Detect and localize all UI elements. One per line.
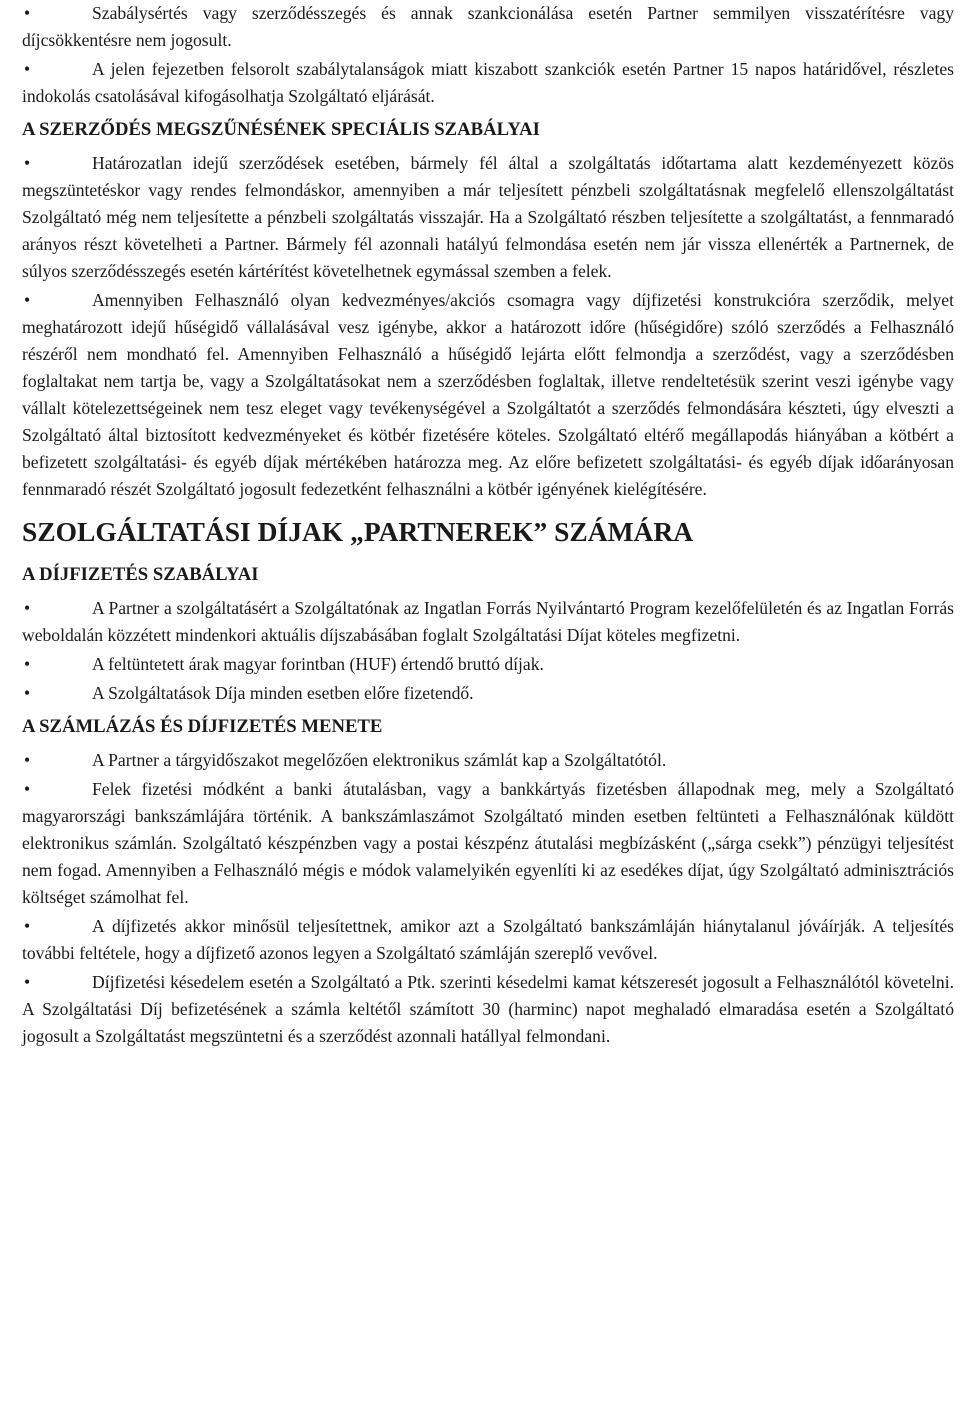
billing-bullet-2: • Felek fizetési módként a banki átutalásban, vagy a bankkártyás fizetésben állapodnak meg, mely a Szolgáltató magyarországi bankszámlájára történik. A bankszámlaszámot Szolgáltató minden esetben feltünteti a Felhasználónak küldött elektronikus számlán. Szolgáltató készpénzben vagy a postai készpénz átutalási megbízásként („sárga csekk”) pénzügyi teljesítést nem fogad. Amennyiben a Felhasználó mégis e módok valamelyikén egyenlíti ki az esedékes díjat, úgy Szolgáltató adminisztrációs költséget számolhat fel. xyxy=(22,776,954,911)
fee-rules-heading: A DÍJFIZETÉS SZABÁLYAI xyxy=(22,564,259,585)
termination-heading: A SZERZŐDÉS MEGSZŰNÉSÉNEK SPECIÁLIS SZABÁLYAI xyxy=(22,119,540,140)
fee-rules-bullet-3: • A Szolgáltatások Díja minden esetben előre fizetendő. xyxy=(22,680,954,707)
billing-bullet-3: • A díjfizetés akkor minősül teljesítettnek, amikor azt a Szolgáltató bankszámláján hiánytalanul jóváírják. A teljesítés további feltétele, hogy a díjfizető azonos legyen a Szolgáltató számláján szereplő vevővel. xyxy=(22,913,954,967)
billing-bullet-1: • A Partner a tárgyidőszakot megelőzően elektronikus számlát kap a Szolgáltatótól. xyxy=(22,747,954,774)
termination-bullet-2: • Amennyiben Felhasználó olyan kedvezményes/akciós csomagra vagy díjfizetési konstrukcióra szerződik, melyet meghatározott idejű hűségidő vállalásával vesz igénybe, akkor a határozott időre (hűségidőre) szóló szerződés a Felhasználó részéről nem mondható fel. Amennyiben Felhasználó a hűségidő lejárta előtt felmondja a szerződést, vagy a szerződésben foglaltakat nem tartja be, vagy a Szolgáltatásokat nem a szerződésben foglaltak, illetve rendeltetésük szerint veszi igénybe vagy vállalt kötelezettségeinek nem tesz eleget vagy tevékenységével a Szolgáltatót a szerződés felmondására készteti, úgy elveszti a Szolgáltató által biztosított kedvezményeket és kötbér fizetésére köteles. Szolgáltató eltérő megállapodás hiányában a kötbért a befizetett szolgáltatási- és egyéb díjak mértékében határozza meg. Az előre befizetett szolgáltatási- és egyéb díjak időarányosan fennmaradó részét Szolgáltató jogosult fedezetként felhasználni a kötbér igényének kielégítésére. xyxy=(22,287,954,503)
intro-bullet-1: • Szabálysértés vagy szerződésszegés és annak szankcionálása esetén Partner semmilyen visszatérítésre vagy díjcsökkentésre nem jogosult. xyxy=(22,0,954,54)
intro-bullet-2: • A jelen fejezetben felsorolt szabálytalanságok miatt kiszabott szankciók esetén Partner 15 napos határidővel, részletes indokolás csatolásával kifogásolhatja Szolgáltató eljárását. xyxy=(22,56,954,110)
billing-bullet-4: • Díjfizetési késedelem esetén a Szolgáltató a Ptk. szerinti késedelmi kamat kétszeresét jogosult a Felhasználótól követelni. A Szolgáltatási Díj befizetésének a számla keltétől számított 30 (harminc) napot meghaladó elmaradása esetén a Szolgáltató jogosult a Szolgáltatást megszüntetni és a szerződést azonnali hatállyal felmondani. xyxy=(22,969,954,1050)
termination-bullet-1: • Határozatlan idejű szerződések esetében, bármely fél által a szolgáltatás időtartama alatt kezdeményezett közös megszüntetéskor vagy rendes felmondáskor, amennyiben a már teljesített pénzbeli szolgáltatásnak megfelelő ellenszolgáltatást Szolgáltató még nem teljesítette a pénzbeli szolgáltatás visszajár. Ha a Szolgáltató részben teljesítette a szolgáltatást, a fennmaradó arányos részt követelheti a Partner. Bármely fél azonnali hatályú felmondása esetén nem jár vissza ellenérték a Partnernek, de súlyos szerződésszegés esetén kártérítést követelhetnek egymással szemben a felek. xyxy=(22,150,954,285)
document-page xyxy=(22,0,954,1052)
main-heading: SZOLGÁLTATÁSI DÍJAK „PARTNEREK” SZÁMÁRA xyxy=(22,516,694,547)
fee-rules-bullet-2: • A feltüntetett árak magyar forintban (HUF) értendő bruttó díjak. xyxy=(22,651,954,678)
fee-rules-bullet-1: • A Partner a szolgáltatásért a Szolgáltatónak az Ingatlan Forrás Nyilvántartó Program kezelőfelületén és az Ingatlan Forrás weboldalán közzétett mindenkori aktuális díjszabásában foglalt Szolgáltatási Díjat köteles megfizetni. xyxy=(22,595,954,649)
billing-heading: A SZÁMLÁZÁS ÉS DÍJFIZETÉS MENETE xyxy=(22,716,383,737)
